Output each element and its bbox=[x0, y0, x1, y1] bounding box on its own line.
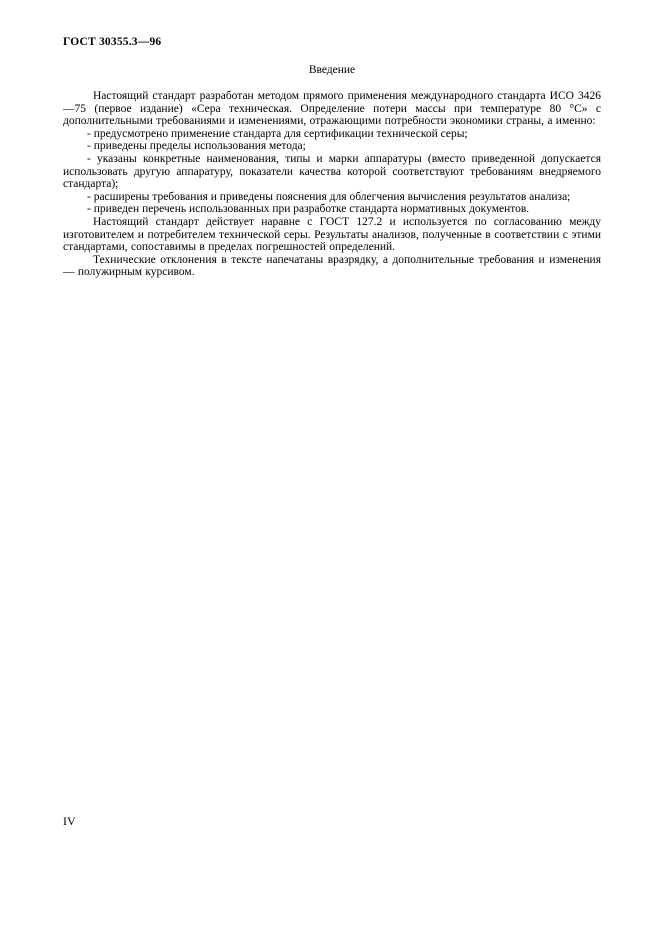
list-item: - приведены пределы использования метода; bbox=[87, 140, 306, 153]
paragraph-intro: Настоящий стандарт разработан методом прямого применения международного стандарта ИСО 3426—75 (первое издание) «Сера техническая. Определение потери массы при температуре 80 °С» с дополнительными требованиями и изменениями, отражающими потребности экономики страны, а именно: bbox=[63, 90, 601, 128]
paragraph: Технические отклонения в тексте напечатаны вразрядку, а дополнительные требования и изменения — полужирным курсивом. bbox=[63, 253, 601, 279]
list-item: - предусмотрено применение стандарта для сертификации технической серы; bbox=[87, 127, 468, 140]
section-title: Введение bbox=[308, 64, 356, 76]
list-item: - расширены требования и приведены пояснения для облегчения вычисления результатов анализа; bbox=[87, 190, 571, 203]
list-item: - приведен перечень использованных при разработке стандарта нормативных документов. bbox=[87, 203, 530, 216]
page-number: IV bbox=[63, 814, 76, 828]
list-item: - указаны конкретные наименования, типы и марки аппаратуры (вместо приведенной допускается использовать другую аппаратуру, показатели качества которой соответствуют требованиям внедряемого стандарта); bbox=[63, 152, 601, 191]
document-body bbox=[63, 90, 601, 279]
paragraph: Настоящий стандарт действует наравне с ГОСТ 127.2 и используется по согласованию между изготовителем и потребителем технической серы. Результаты анализов, полученные в соответствии с этими стандартами, сопоставимы в пределах погрешностей определений. bbox=[63, 215, 601, 254]
document-code: ГОСТ 30355.3—96 bbox=[63, 36, 162, 48]
